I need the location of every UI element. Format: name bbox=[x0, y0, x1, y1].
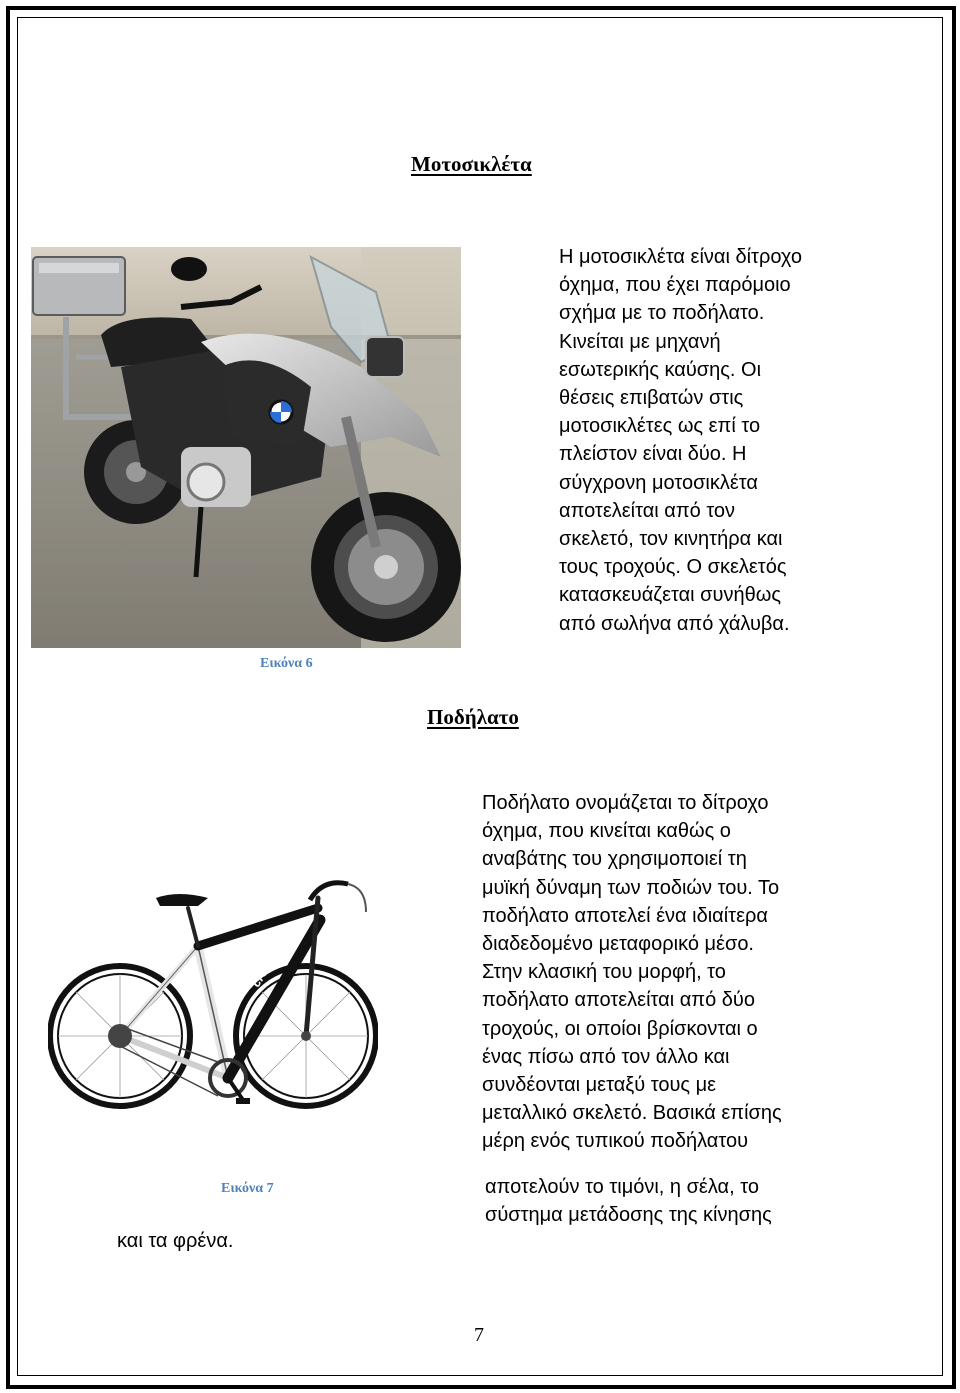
bicycle-paragraph-tail: και τα φρένα. bbox=[117, 1230, 234, 1252]
page-number: 7 bbox=[474, 1324, 484, 1346]
bicycle-frame-label: cross bbox=[247, 952, 279, 990]
bicycle-paragraph: Ποδήλατο ονομάζεται το δίτροχο όχημα, που κινείται καθώς ο αναβάτης του χρησιμοποιεί τη μυϊκή δύναμη των ποδιών του. Το ποδήλατο αποτελεί ένα ιδιαίτερα διαδεδομένο μεταφορικό μέσο. Στην κλασική του μορφή, το ποδήλατο αποτελείται από δύο τροχούς, οι οποίοι βρίσκονται ο ένας πίσω από τον άλλο και συνδέονται μεταξύ τους με μεταλλικό σκελετό. Βασικά επίσης μέρη ενός τυπικού ποδήλατου bbox=[482, 792, 782, 1153]
figure-7-caption: Εικόνα 7 bbox=[221, 1181, 274, 1196]
motorcycle-photo bbox=[31, 247, 461, 648]
bicycle-paragraph-continued: αποτελούν το τιμόνι, η σέλα, το σύστημα μετάδοσης της κίνησης bbox=[485, 1176, 772, 1227]
motorcycle-heading: Μοτοσικλέτα bbox=[411, 152, 532, 176]
motorcycle-paragraph: Η μοτοσικλέτα είναι δίτροχο όχημα, που έχει παρόμοιο σχήμα με το ποδήλατο. Κινείται με μηχανή εσωτερικής καύσης. Οι θέσεις επιβατών στις μοτοσικλέτες ως επί το πλείστον είναι δύο. Η σύγχρονη μοτοσικλέτα αποτελείται από τον σκελετό, τον κινητήρα και τους τροχούς. Ο σκελετός κατασκευάζεται συνήθως από σωλήνα από χάλυβα. bbox=[559, 246, 802, 635]
figure-6-caption: Εικόνα 6 bbox=[260, 656, 313, 671]
bicycle-heading: Ποδήλατο bbox=[427, 705, 519, 729]
bicycle-photo bbox=[48, 868, 378, 1118]
